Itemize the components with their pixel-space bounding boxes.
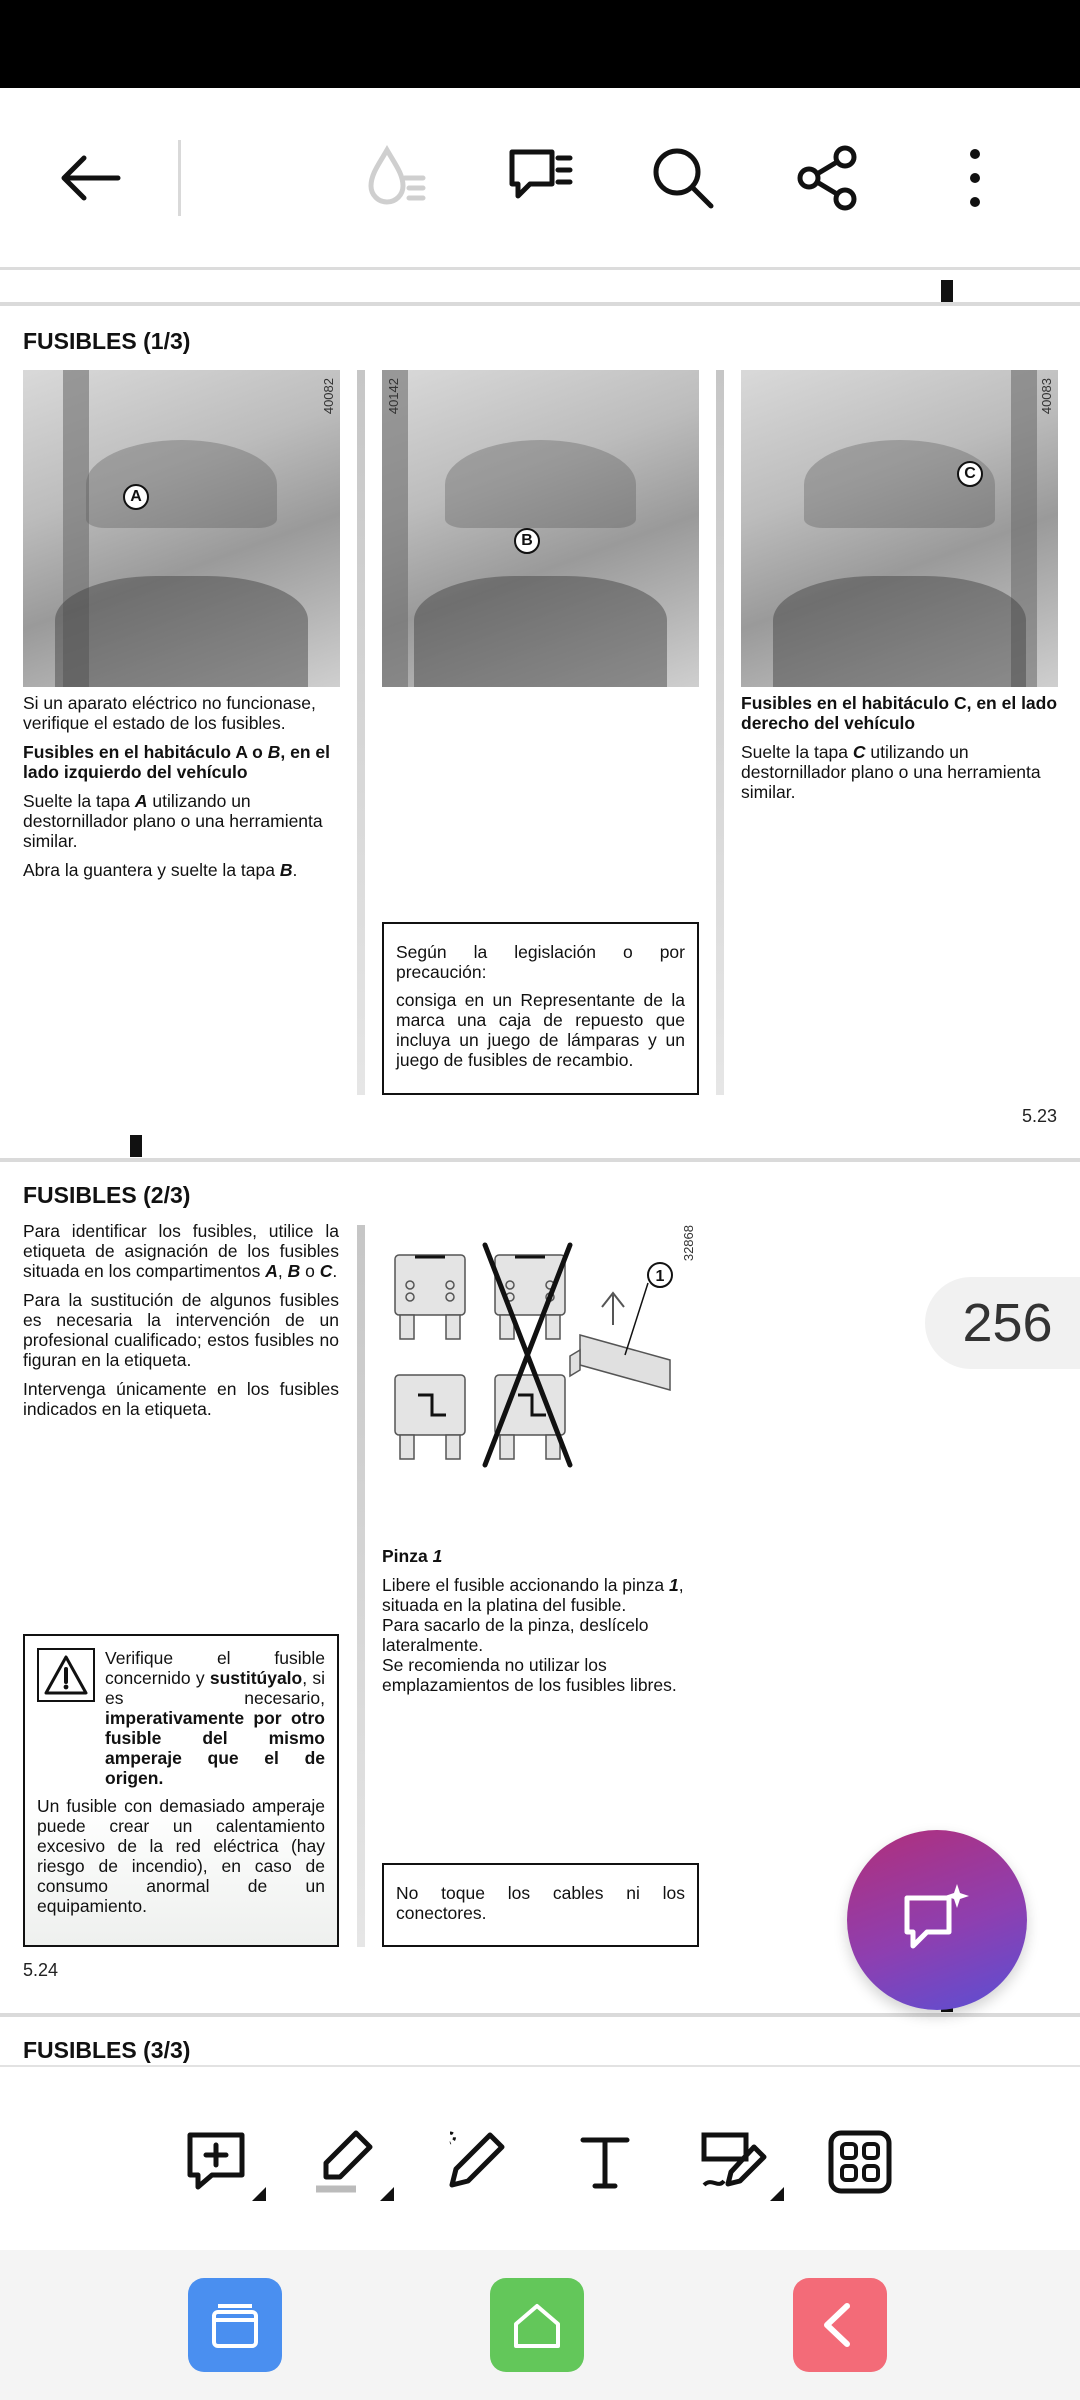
paragraph: Se recomienda no utilizar los emplazamientos de los fusibles libres. [382, 1655, 677, 1695]
more-icon [965, 146, 985, 210]
page-counter[interactable]: 256 [925, 1277, 1080, 1369]
paragraph: Para identificar los fusibles, utilice la etiqueta de asignación de los fusibles situada en los compartimentos A, B o C. [23, 1221, 339, 1281]
search-icon [648, 143, 718, 213]
signature-button[interactable] [690, 2117, 780, 2207]
reading-mode-button[interactable] [345, 128, 445, 228]
warning-triangle-icon [37, 1648, 95, 1702]
warning-box [23, 1634, 339, 1947]
paragraph: Para la sustitución de algunos fusibles es necesaria la intervención de un profesional cualificado; estos fusibles no figuran en la etiqueta. [23, 1290, 339, 1370]
column-bar [357, 1225, 365, 1947]
recent-apps-button[interactable] [188, 2278, 282, 2372]
callout-b: B [514, 528, 540, 554]
apps-grid-icon [827, 2129, 893, 2195]
more-options-button[interactable] [925, 128, 1025, 228]
page-title: FUSIBLES (1/3) [23, 328, 191, 354]
highlighter-icon [310, 2127, 380, 2197]
page-separator [0, 2013, 1080, 2017]
callout-c: C [957, 461, 983, 487]
column-bar [357, 370, 365, 1095]
recent-apps-icon [208, 2298, 262, 2352]
pen-button[interactable] [430, 2117, 520, 2207]
ai-assistant-button[interactable] [847, 1830, 1027, 2010]
paragraph: Suelte la tapa C utilizando un destornillador plano o una herramienta similar. [741, 742, 1041, 802]
page-separator [0, 1158, 1080, 1162]
top-toolbar [0, 88, 1080, 268]
search-button[interactable] [633, 128, 733, 228]
add-comment-button[interactable] [172, 2117, 262, 2207]
page-number: 5.24 [23, 1960, 59, 1980]
column-bar [716, 370, 724, 1095]
share-icon [793, 143, 863, 213]
precaution-box: Según la legislación o por precaución: consiga en un Representante de la marca una caja de repuesto que incluya un juego de lámparas y un juego de fusibles de recambio. [382, 922, 699, 1095]
warning-text: Verifique el fusible concernido y sustitúyalo, si es necesario, imperativamente por otro fusible del mismo amperaje que el de origen. [105, 1648, 325, 1788]
back-button[interactable] [40, 128, 140, 228]
comments-button[interactable] [490, 128, 590, 228]
paragraph: Suelte la tapa A utilizando un destornillador plano o una herramienta similar. [23, 791, 323, 851]
text-column-3 [741, 693, 1058, 811]
highlighter-button[interactable] [300, 2117, 390, 2207]
page-separator [0, 302, 1080, 306]
photo-fuse-box-c [741, 370, 1058, 687]
page-number: 5.23 [1022, 1106, 1058, 1126]
comments-icon [504, 142, 576, 214]
status-bar [0, 0, 1080, 88]
photo-number: 40082 [321, 378, 336, 415]
callout-a: A [123, 484, 149, 510]
subheading: Fusibles en el habitáculo C, en el lado derecho del vehículo [741, 693, 1058, 733]
more-tools-button[interactable] [815, 2117, 905, 2207]
subheading: Fusibles en el habitáculo A o B, en el lado izquierdo del vehículo [23, 742, 330, 782]
reading-mode-icon [359, 142, 431, 214]
figure-number: 32868 [681, 1225, 696, 1262]
home-icon [510, 2298, 564, 2352]
photo-fuse-box-b [382, 370, 699, 687]
cables-warning-box: No toque los cables ni los conectores. [382, 1863, 699, 1947]
document-view[interactable] [0, 270, 1080, 2065]
home-button[interactable] [490, 2278, 584, 2372]
page-marker [130, 1135, 142, 1157]
paragraph: Si un aparato eléctrico no funcionase, verifique el estado de los fusibles. [23, 693, 316, 733]
warning-body: Un fusible con demasiado amperaje puede crear un calentamiento excesivo de la red eléctrica (hay riesgo de incendio), en caso de consumo anormal de un equipamiento. [37, 1796, 325, 1916]
text-icon [575, 2132, 635, 2192]
text-column-2 [382, 1546, 700, 1704]
fuse-illustration [380, 1225, 700, 1485]
photo-number: 40083 [1039, 378, 1054, 415]
add-comment-icon [182, 2127, 252, 2197]
subheading: Pinza 1 [382, 1546, 443, 1566]
page-marker [941, 280, 953, 302]
fuse-diagram [380, 1225, 700, 1485]
paragraph: Para sacarlo de la pinza, deslícelo lateralmente. [382, 1615, 649, 1655]
text-column-1 [23, 1221, 339, 1428]
text-column-1 [23, 693, 339, 889]
arrow-left-icon [58, 154, 122, 202]
signature-icon [698, 2127, 772, 2197]
paragraph: Libere el fusible accionando la pinza 1, situada en la platina del fusible. [382, 1575, 684, 1615]
page-title: FUSIBLES (3/3) [23, 2037, 191, 2063]
text-tool-button[interactable] [560, 2117, 650, 2207]
pen-icon [440, 2127, 510, 2197]
annotation-toolbar [0, 2065, 1080, 2250]
back-icon [813, 2298, 867, 2352]
toolbar-divider [178, 140, 181, 216]
back-nav-button[interactable] [793, 2278, 887, 2372]
navigation-bar [0, 2250, 1080, 2400]
paragraph: Intervenga únicamente en los fusibles indicados en la etiqueta. [23, 1379, 339, 1419]
paragraph: Abra la guantera y suelte la tapa B. [23, 860, 298, 880]
photo-fuse-box-a [23, 370, 340, 687]
share-button[interactable] [778, 128, 878, 228]
ai-assistant-icon [895, 1878, 979, 1962]
photo-number: 40142 [386, 378, 401, 415]
figure-callout-1: 1 [655, 1268, 665, 1285]
page-title: FUSIBLES (2/3) [23, 1182, 191, 1208]
